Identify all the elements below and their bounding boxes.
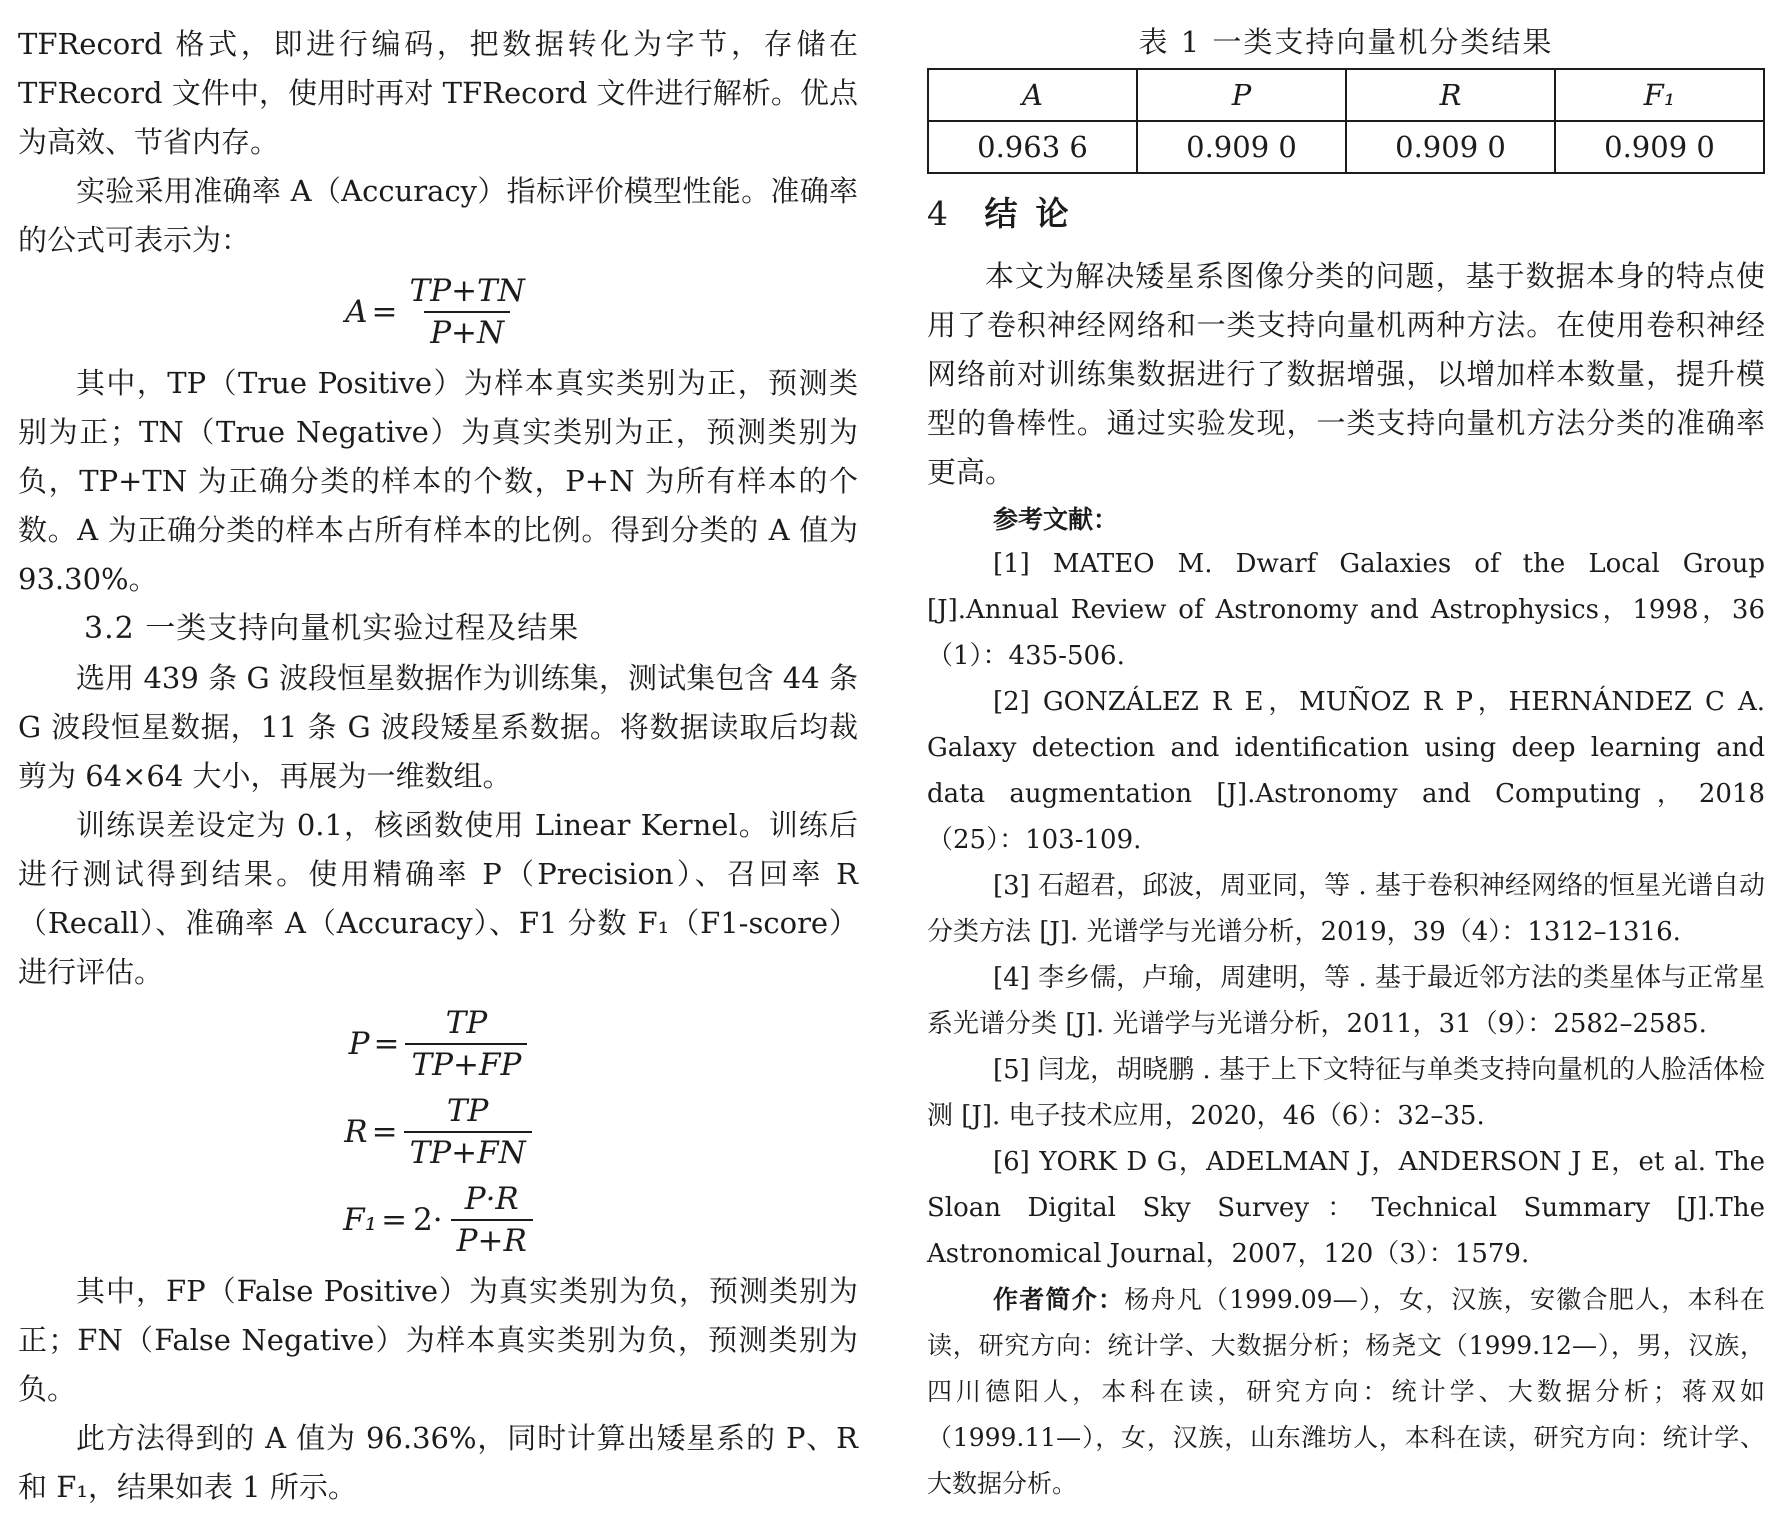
references-heading: 参考文献： [993, 505, 1119, 534]
reference-item: [2] GONZÁLEZ R E，MUÑOZ R P，HERNÁNDEZ C A. Galaxy detection and identification using deep learning and data augmentation [J].Astronomy and Computing，2018（25）：103-109. [927, 687, 1765, 855]
formula-equals: = [373, 1026, 400, 1062]
section-number: 4 [927, 194, 950, 233]
table-cell: 0.963 6 [928, 121, 1137, 173]
formula-coefficient: 2· [413, 1202, 443, 1238]
table-cell: 0.909 0 [1137, 121, 1346, 173]
author-bio-text: 杨舟凡（1999.09—），女，汉族，安徽合肥人，本科在读，研究方向：统计学、大数据分析；杨尧文（1999.12—），男，汉族，四川德阳人，本科在读，研究方向：统计学、大数据分析；蒋双如（1999.11—），女，汉族，山东潍坊人，本科在读，研究方向：统计学、大数据分析。 [927, 1285, 1765, 1498]
reference-item: [6] YORK D G，ADELMAN J，ANDERSON J E，et al. The Sloan Digital Sky Survey：Technical Summary [J].The Astronomical Journal，2007，120（3）：1579. [927, 1147, 1765, 1269]
formula-recall [18, 1091, 858, 1173]
results-table [927, 68, 1765, 174]
table-cell: 0.909 0 [1346, 121, 1555, 173]
table-header-row [928, 69, 1764, 121]
paragraph-tp-tn-definitions: 其中，TP（True Positive）为样本真实类别为正，预测类别为正；TN（True Negative）为真实类别为正，预测类别为负，TP+TN 为正确分类的样本的个数，P+N 为所有样本的个数。A 为正确分类的样本占所有样本的比例。得到分类的 A 值为 93.30%。 [18, 366, 858, 596]
section-heading-3-2: 3.2 一类支持向量机实验过程及结果 [84, 611, 580, 646]
table-header-cell: A [928, 69, 1137, 121]
table-header-cell: F₁ [1555, 69, 1764, 121]
section-heading-4 [927, 188, 1765, 240]
left-column [18, 20, 858, 1512]
paragraph-svm-data: 选用 439 条 G 波段恒星数据作为训练集，测试集包含 44 条 G 波段恒星数据，11 条 G 波段矮星系数据。将数据读取后均裁剪为 64×64 大小，再展为一维数组。 [18, 661, 858, 793]
author-bio-label: 作者简介： [993, 1285, 1125, 1314]
formula-lhs: P [348, 1026, 370, 1062]
formula-lhs: R [344, 1114, 368, 1150]
formula-fraction [451, 1179, 533, 1261]
reference-item: [5] 闫龙，胡晓鹏 . 基于上下文特征与单类支持向量机的人脸活体检测 [J]. 电子技术应用，2020，46（6）：32–35. [927, 1055, 1765, 1131]
table-header-cell: P [1137, 69, 1346, 121]
table-row [928, 121, 1764, 173]
formula-fraction [404, 1091, 532, 1173]
paragraph-svm-result: 此方法得到的 A 值为 96.36%，同时计算出矮星系的 P、R 和 F₁，结果如表 1 所示。 [18, 1421, 858, 1504]
formula-precision [18, 1003, 858, 1085]
author-bio [927, 1277, 1765, 1507]
table-caption: 表 1 一类支持向量机分类结果 [1138, 25, 1554, 59]
paragraph-conclusion: 本文为解决矮星系图像分类的问题，基于数据本身的特点使用了卷积神经网络和一类支持向量机两种方法。在使用卷积神经网络前对训练集数据进行了数据增强，以增加样本数量，提升模型的鲁棒性。通过实验发现，一类支持向量机方法分类的准确率更高。 [927, 259, 1765, 489]
formula-fraction [404, 271, 531, 353]
right-column [927, 20, 1765, 1507]
paragraph-tfrecord: TFRecord 格式，即进行编码，把数据转化为字节，存储在 TFRecord 文件中，使用时再对 TFRecord 文件进行解析。优点为高效、节省内存。 [18, 27, 858, 159]
formula-lhs: F₁ [343, 1202, 378, 1238]
formula-denominator: TP+FP [405, 1043, 527, 1085]
formula-equals: = [371, 294, 398, 330]
paragraph-fp-fn-definitions: 其中，FP（False Positive）为真实类别为负，预测类别为正；FN（False Negative）为样本真实类别为负，预测类别为负。 [18, 1274, 858, 1406]
reference-item: [4] 李乡儒，卢瑜，周建明，等 . 基于最近邻方法的类星体与正常星系光谱分类 [J]. 光谱学与光谱分析，2011，31（9）：2582–2585. [927, 963, 1765, 1039]
formula-numerator: TP [445, 1005, 488, 1041]
formula-numerator: P·R [464, 1181, 519, 1217]
reference-item: [1] MATEO M. Dwarf Galaxies of the Local Group [J].Annual Review of Astronomy and Astrophysics，1998，36（1）：435-506. [927, 549, 1765, 671]
table-cell: 0.909 0 [1555, 121, 1764, 173]
formula-equals: = [381, 1202, 408, 1238]
formula-f1 [18, 1179, 858, 1261]
formula-numerator: TP+TN [409, 273, 525, 309]
paragraph-accuracy-intro: 实验采用准确率 A（Accuracy）指标评价模型性能。准确率的公式可表示为： [18, 174, 858, 257]
formula-numerator: TP [446, 1093, 489, 1129]
formula-denominator: TP+FN [404, 1131, 532, 1173]
formula-accuracy [18, 271, 858, 353]
table-header-cell: R [1346, 69, 1555, 121]
formula-lhs: A [345, 294, 368, 330]
section-title: 结论 [984, 194, 1087, 233]
formula-fraction [405, 1003, 527, 1085]
paragraph-svm-evaluation: 训练误差设定为 0.1，核函数使用 Linear Kernel。训练后进行测试得到结果。使用精确率 P（Precision）、召回率 R（Recall）、准确率 A（Accuracy）、F1 分数 F₁（F1-score）进行评估。 [18, 808, 858, 989]
formula-denominator: P+N [424, 311, 510, 353]
formula-denominator: P+R [451, 1219, 533, 1261]
reference-item: [3] 石超君，邱波，周亚同，等 . 基于卷积神经网络的恒星光谱自动分类方法 [J]. 光谱学与光谱分析，2019，39（4）：1312–1316. [927, 871, 1765, 947]
formula-equals: = [371, 1114, 398, 1150]
